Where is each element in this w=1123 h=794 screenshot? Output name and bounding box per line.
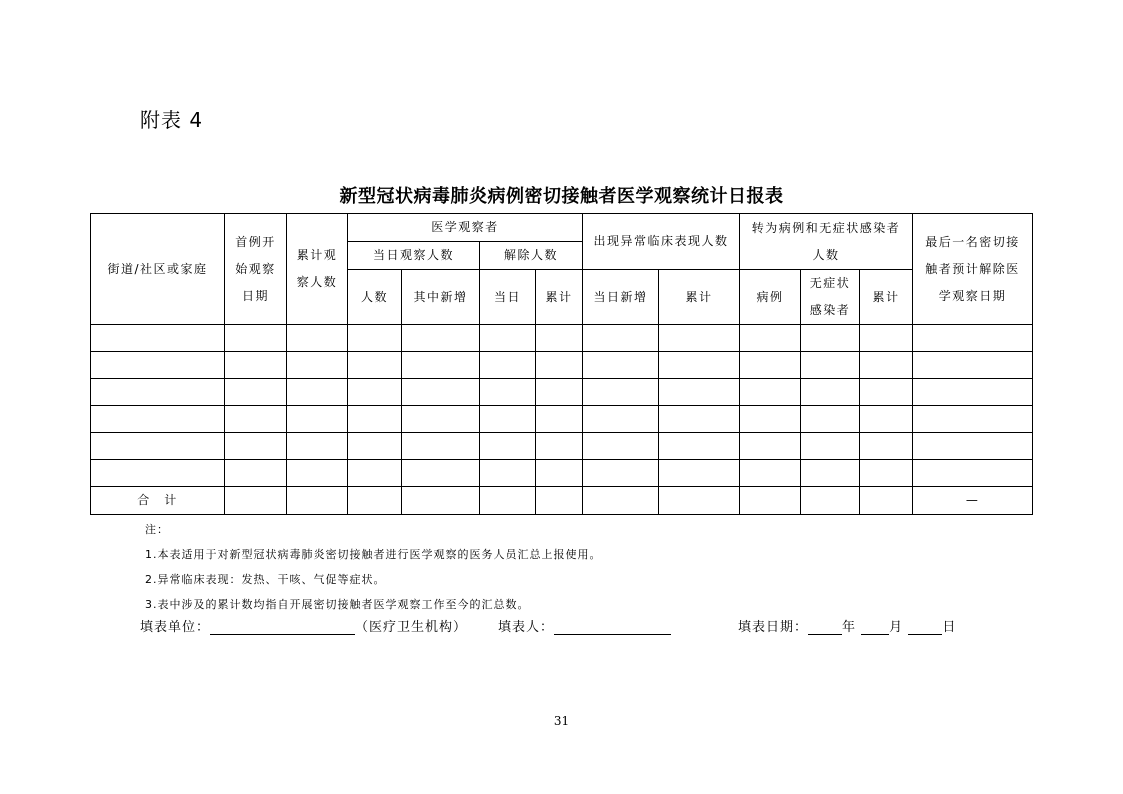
year-blank[interactable] [808, 620, 842, 635]
released-total-header: 累计 [536, 270, 583, 325]
street-header: 街道/社区或家庭 [91, 214, 225, 325]
table-row [91, 433, 1033, 460]
converted-total-header: 累计 [860, 270, 913, 325]
page-number: 31 [553, 714, 570, 728]
note-item: 2.异常临床表现：发热、干咳、气促等症状。 [145, 573, 386, 586]
unit-field: 填表单位： （医疗卫生机构） [140, 620, 468, 635]
count-header: 人数 [348, 270, 402, 325]
report-title: 新型冠状病毒肺炎病例密切接触者医学观察统计日报表 [339, 186, 784, 207]
abnormal-header: 出现异常临床表现人数 [583, 214, 740, 270]
today-new-header: 当日新增 [583, 270, 659, 325]
released-header: 解除人数 [480, 242, 583, 270]
total-row [91, 487, 1033, 515]
first-date-header: 首例开 始观察 日期 [225, 214, 287, 325]
abnormal-total-header: 累计 [659, 270, 740, 325]
date-field: 填表日期： 年 月 日 [738, 620, 957, 635]
note-item: 3.表中涉及的累计数均指自开展密切接触者医学观察工作至今的汇总数。 [145, 598, 530, 611]
today-observed-header: 当日观察人数 [348, 242, 480, 270]
last-release-header: 最后一名密切接 触者预计解除医 学观察日期 [913, 214, 1033, 325]
medical-observation-header: 医学观察者 [348, 214, 583, 242]
unit-blank[interactable] [210, 620, 355, 635]
table-row [91, 352, 1033, 379]
new-among-header: 其中新增 [402, 270, 480, 325]
appendix-label: 附表 4 [140, 108, 204, 132]
notes [145, 522, 602, 622]
note-heading: 注： [145, 523, 169, 536]
cases-header: 病例 [740, 270, 801, 325]
table-row [91, 325, 1033, 352]
filler-field: 填表人： [498, 616, 671, 635]
report-table [90, 213, 1033, 515]
filler-blank[interactable] [554, 620, 671, 635]
asymptomatic-header: 无症状 感染者 [801, 270, 860, 325]
day-blank[interactable] [908, 620, 942, 635]
table-row [91, 379, 1033, 406]
converted-header: 转为病例和无症状感染者 人数 [740, 214, 913, 270]
cumulative-header: 累计观 察人数 [287, 214, 348, 325]
note-item: 1.本表适用于对新型冠状病毒肺炎密切接触者进行医学观察的医务人员汇总上报使用。 [145, 548, 602, 561]
total-last-release-value: — [913, 487, 1033, 515]
table-row [91, 460, 1033, 487]
table-row [91, 406, 1033, 433]
total-label: 合 计 [91, 487, 225, 515]
today-header: 当日 [480, 270, 536, 325]
month-blank[interactable] [861, 620, 889, 635]
header-row-1 [91, 214, 1033, 242]
